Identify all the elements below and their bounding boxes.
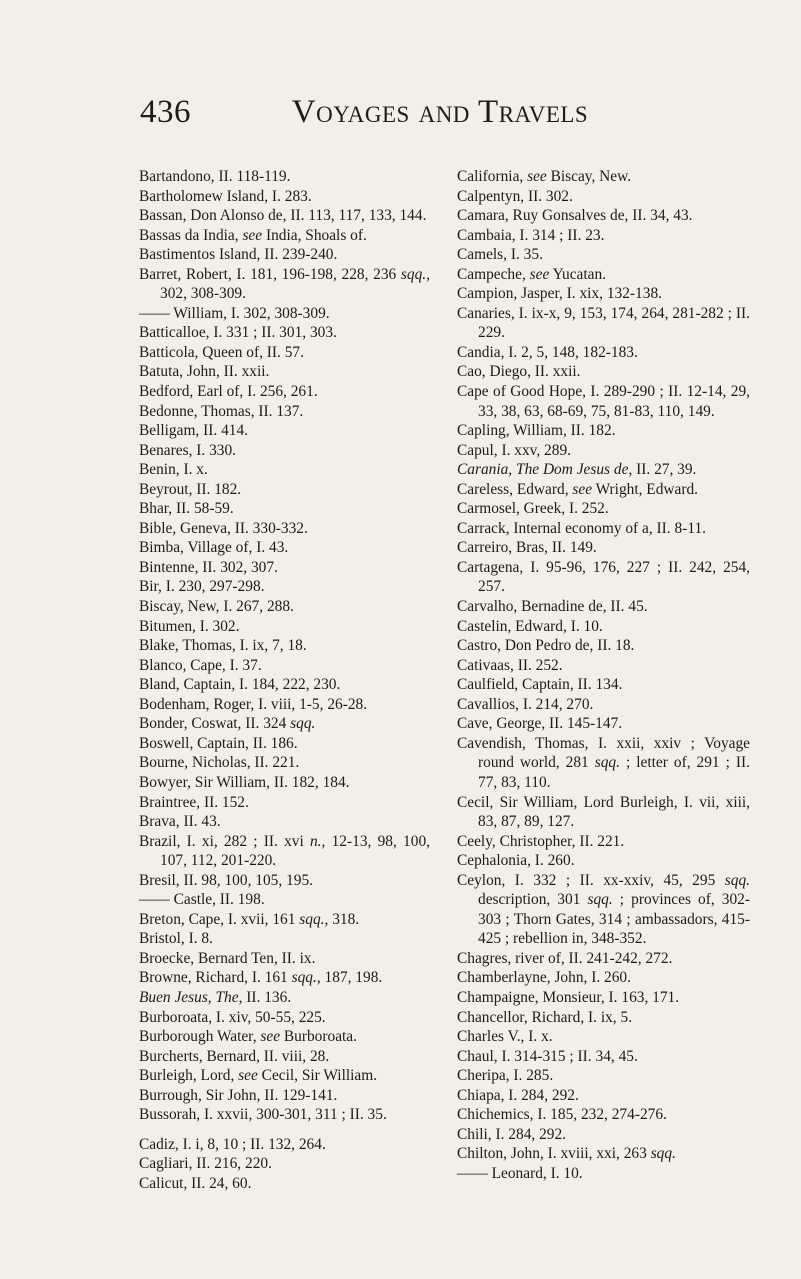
- index-entry: Cao, Diego, II. xxii.: [457, 363, 581, 381]
- index-entry: Carmosel, Greek, I. 252.: [457, 500, 609, 518]
- index-entry: Burcherts, Bernard, II. viii, 28.: [139, 1047, 330, 1065]
- index-entry: Bastimentos Island, II. 239-240.: [139, 246, 338, 264]
- index-entry: California, see Biscay, New.: [457, 168, 632, 185]
- index-entry: Benares, I. 330.: [139, 441, 237, 459]
- index-entry: Burleigh, Lord, see Cecil, Sir William.: [139, 1067, 378, 1085]
- index-entry: Boswell, Captain, II. 186.: [139, 734, 298, 752]
- index-entry: Campion, Jasper, I. xix, 132-138.: [457, 285, 662, 303]
- running-title: Voyages and Travels: [291, 94, 589, 130]
- index-entry: Cavendish, Thomas, I. xxii, xxiv ; Voyage round world, 281 sqq. ; letter of, 291 ; II. 77, 83, 110.: [457, 734, 750, 791]
- index-entry: Careless, Edward, see Wright, Edward.: [457, 480, 699, 498]
- index-entry: Blake, Thomas, I. ix, 7, 18.: [139, 637, 307, 655]
- index-entry: Canaries, I. ix-x, 9, 153, 174, 264, 281-282 ; II. 229.: [457, 304, 750, 342]
- index-entry: Bresil, II. 98, 100, 105, 195.: [139, 871, 313, 889]
- index-entry: Bartandono, II. 118-119.: [139, 168, 291, 185]
- index-entry: Cartagena, I. 95-96, 176, 227 ; II. 242, 254, 257.: [457, 558, 750, 596]
- index-entry: Bonder, Coswat, II. 324 sqq.: [139, 715, 316, 733]
- index-entry: Braintree, II. 152.: [139, 793, 249, 811]
- index-entry: Beyrout, II. 182.: [139, 480, 242, 498]
- index-entry: Cambaia, I. 314 ; II. 23.: [457, 226, 605, 244]
- page-header: [140, 94, 740, 130]
- index-column-left: [139, 167, 430, 1193]
- index-entry: Bowyer, Sir William, II. 182, 184.: [139, 773, 350, 791]
- index-entry: Bartholomew Island, I. 283.: [139, 187, 312, 205]
- index-entry: Bassas da India, see India, Shoals of.: [139, 226, 367, 244]
- index-entry: Cave, George, II. 145-147.: [457, 715, 623, 733]
- index-entry: Cativaas, II. 252.: [457, 656, 563, 674]
- index-entry: Buen Jesus, The, II. 136.: [139, 988, 292, 1006]
- index-entry: Bir, I. 230, 297-298.: [139, 578, 265, 596]
- index-entry: Candia, I. 2, 5, 148, 182-183.: [457, 343, 638, 361]
- index-entry: Chancellor, Richard, I. ix, 5.: [457, 1008, 633, 1026]
- index-entry: Camara, Ruy Gonsalves de, II. 34, 43.: [457, 207, 693, 225]
- index-entry: Bhar, II. 58-59.: [139, 500, 234, 518]
- index-entry: Bourne, Nicholas, II. 221.: [139, 754, 300, 772]
- index-entry: Chichemics, I. 185, 232, 274-276.: [457, 1106, 667, 1124]
- index-entry: Batticalloe, I. 331 ; II. 301, 303.: [139, 324, 337, 342]
- index-entry: Bassan, Don Alonso de, II. 113, 117, 133, 144.: [139, 207, 427, 225]
- index-entry: Castro, Don Pedro de, II. 18.: [457, 637, 635, 655]
- index-entry: Chiapa, I. 284, 292.: [457, 1086, 579, 1104]
- index-entry: Caulfield, Captain, II. 134.: [457, 676, 623, 694]
- index-entry: Belligam, II. 414.: [139, 422, 248, 440]
- index-entry: Cheripa, I. 285.: [457, 1067, 554, 1085]
- index-entry: —— Castle, II. 198.: [139, 891, 265, 909]
- index-entry: Bodenham, Roger, I. viii, 1-5, 26-28.: [139, 695, 368, 713]
- index-entry: Bedonne, Thomas, II. 137.: [139, 402, 304, 420]
- index-entry: Chagres, river of, II. 241-242, 272.: [457, 949, 673, 967]
- index-entry: Browne, Richard, I. 161 sqq., 187, 198.: [139, 969, 383, 987]
- index-entry: Bland, Captain, I. 184, 222, 230.: [139, 676, 341, 694]
- index-entry: Bible, Geneva, II. 330-332.: [139, 519, 308, 537]
- index-entry: Chilton, John, I. xviii, xxi, 263 sqq.: [457, 1145, 676, 1163]
- index-entry: Ceylon, I. 332 ; II. xx-xxiv, 45, 295 sqq. description, 301 sqq. ; provinces of, 302-303 ; Thorn Gates, 314 ; ambassadors, 415-425 ; rebellion in, 348-352.: [457, 871, 750, 948]
- index-entry: Broecke, Bernard Ten, II. ix.: [139, 949, 316, 967]
- index-entry: Bimba, Village of, I. 43.: [139, 539, 289, 557]
- index-entry: Carania, The Dom Jesus de, II. 27, 39.: [457, 461, 697, 479]
- index-entry: Chili, I. 284, 292.: [457, 1125, 567, 1143]
- page-number: 436: [140, 94, 191, 130]
- index-entry: Bedford, Earl of, I. 256, 261.: [139, 383, 318, 401]
- index-entry: Brava, II. 43.: [139, 813, 221, 831]
- index-entry: Bitumen, I. 302.: [139, 617, 240, 635]
- index-entry: Barret, Robert, I. 181, 196-198, 228, 236 sqq., 302, 308-309.: [139, 265, 430, 303]
- index-entry: Castelin, Edward, I. 10.: [457, 617, 603, 635]
- index-entry: Batticola, Queen of, II. 57.: [139, 343, 304, 361]
- index-column-right: [457, 167, 750, 1183]
- index-entry: Blanco, Cape, I. 37.: [139, 656, 262, 674]
- index-entry: —— Leonard, I. 10.: [457, 1164, 583, 1182]
- index-entry: Chaul, I. 314-315 ; II. 34, 45.: [457, 1047, 638, 1065]
- index-entry: Carrack, Internal economy of a, II. 8-11.: [457, 519, 706, 537]
- index-entry: Capul, I. xxv, 289.: [457, 441, 571, 459]
- index-entry: Biscay, New, I. 267, 288.: [139, 598, 294, 616]
- index-entry: Capling, William, II. 182.: [457, 422, 616, 440]
- index-entry: Benin, I. x.: [139, 461, 208, 479]
- index-entry: Carvalho, Bernadine de, II. 45.: [457, 598, 648, 616]
- index-entry: Cadiz, I. i, 8, 10 ; II. 132, 264.: [139, 1135, 326, 1153]
- index-entry: Charles V., I. x.: [457, 1028, 553, 1046]
- index-entry: Cavallios, I. 214, 270.: [457, 695, 594, 713]
- index-entry: Camels, I. 35.: [457, 246, 543, 264]
- index-entry: Calpentyn, II. 302.: [457, 187, 573, 205]
- index-entry: Champaigne, Monsieur, I. 163, 171.: [457, 988, 680, 1006]
- index-entry: Burborough Water, see Burboroata.: [139, 1028, 357, 1046]
- index-entry: Carreiro, Bras, II. 149.: [457, 539, 597, 557]
- index-entry: Cephalonia, I. 260.: [457, 852, 575, 870]
- index-entry: Campeche, see Yucatan.: [457, 265, 607, 283]
- index-entry: Bristol, I. 8.: [139, 930, 213, 948]
- index-entry: Burboroata, I. xiv, 50-55, 225.: [139, 1008, 326, 1026]
- index-entry: —— William, I. 302, 308-309.: [139, 304, 330, 322]
- index-entry: Bussorah, I. xxvii, 300-301, 311 ; II. 35.: [139, 1106, 387, 1124]
- index-entry: Cagliari, II. 216, 220.: [139, 1155, 272, 1173]
- index-entry: Burrough, Sir John, II. 129-141.: [139, 1086, 338, 1104]
- index-entry: Ceely, Christopher, II. 221.: [457, 832, 625, 850]
- index-entry: Bintenne, II. 302, 307.: [139, 558, 278, 576]
- index-entry: Cape of Good Hope, I. 289-290 ; II. 12-14, 29, 33, 38, 63, 68-69, 75, 81-83, 110, 149.: [457, 383, 750, 420]
- index-entry: Breton, Cape, I. xvii, 161 sqq., 318.: [139, 910, 360, 928]
- section-gap: [139, 1125, 430, 1135]
- index-entry: Cecil, Sir William, Lord Burleigh, I. vii, xiii, 83, 87, 89, 127.: [457, 793, 750, 831]
- index-entry: Batuta, John, II. xxii.: [139, 363, 270, 381]
- index-entry: Chamberlayne, John, I. 260.: [457, 969, 631, 987]
- index-entry: Brazil, I. xi, 282 ; II. xvi n., 12-13, 98, 100, 107, 112, 201-220.: [139, 832, 430, 870]
- index-entry: Calicut, II. 24, 60.: [139, 1174, 252, 1192]
